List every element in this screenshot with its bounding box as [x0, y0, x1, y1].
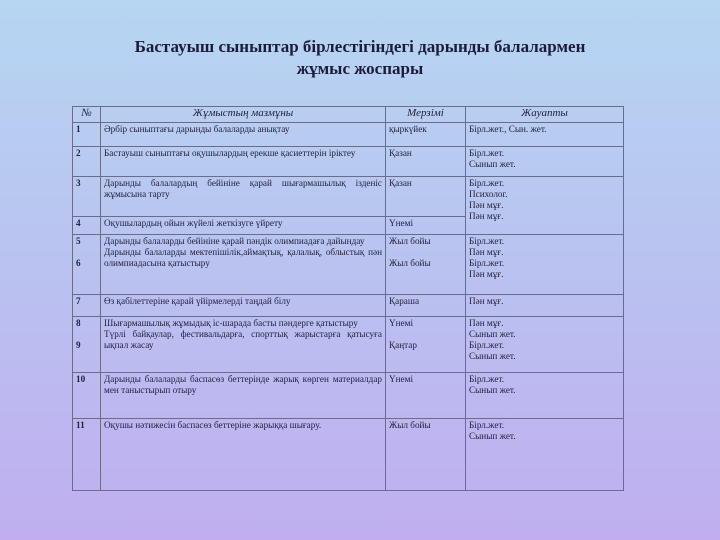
title-line-1: Бастауыш сыныптар бірлестігіндегі дарынды балалармен	[134, 37, 586, 56]
responsible-line: Бірл.жет.	[469, 178, 505, 188]
table-row	[73, 317, 624, 373]
row-content: Оқушы нәтижесін баспасөз беттеріне жарыққа шығару.	[101, 419, 386, 491]
row-deadline-group	[386, 235, 466, 295]
table-row	[73, 295, 624, 317]
header-number: №	[73, 107, 101, 123]
table-header-row	[73, 107, 624, 123]
row-deadline: Қазан	[386, 177, 466, 217]
row-number: 7	[73, 295, 101, 317]
row-content: Түрлі байқаулар, фестивальдарға, спорттық жарыстарға қатысуға ықпал жасау	[104, 329, 382, 350]
row-content: Дарынды балаларды бейініне қарай пәндік олимпиадаға дайындау	[104, 236, 365, 246]
row-content: Оқушылардың ойын жүйелі жеткізуге үйрету	[101, 217, 386, 235]
row-number: 11	[73, 419, 101, 491]
row-deadline: Жыл бойы	[389, 236, 431, 246]
responsible-line: Бірл.жет.	[469, 148, 505, 158]
responsible-line: Бірл.жет.	[469, 236, 505, 246]
row-responsible-group	[466, 235, 624, 295]
row-content: Дарынды балалардың бейініне қарай шығармашылық ізденіс жұмысына тарту	[101, 177, 386, 217]
row-number: 2	[73, 147, 101, 177]
row-content: Дарынды балаларды мектепішілік,аймақтық, қалалық, облыстық пән олимпиадасына қатыстыру	[104, 247, 382, 268]
row-deadline: Жыл бойы	[389, 258, 431, 268]
row-deadline: Қараша	[386, 295, 466, 317]
responsible-line: Пән мұғ.	[469, 269, 504, 279]
row-responsible: Бірл.жет., Сын. жет.	[466, 123, 624, 147]
row-number-group	[73, 317, 101, 373]
table-row	[73, 235, 624, 295]
row-number: 6	[76, 258, 81, 268]
row-content: Дарынды балаларды баспасөз беттерінде жарық көрген материалдар мен таныстырып отыру	[101, 373, 386, 419]
row-number: 4	[73, 217, 101, 235]
row-deadline: Үнемі	[389, 318, 413, 328]
row-deadline: Жыл бойы	[386, 419, 466, 491]
responsible-line: Сынып жет.	[469, 385, 516, 395]
row-deadline: қыркүйек	[386, 123, 466, 147]
header-responsible: Жауапты	[466, 107, 624, 123]
row-deadline-group	[386, 317, 466, 373]
row-responsible	[466, 177, 624, 235]
responsible-line: Бірл.жет.	[469, 420, 505, 430]
responsible-line: Сынып жет.	[469, 431, 516, 441]
row-number-group	[73, 235, 101, 295]
row-number: 3	[73, 177, 101, 217]
responsible-line: Пән мұғ.	[469, 200, 504, 210]
row-responsible-group	[466, 317, 624, 373]
responsible-line: Пән мұғ.	[469, 211, 504, 221]
row-content-group	[101, 317, 386, 373]
responsible-line: Пән мұғ.	[469, 318, 504, 328]
row-deadline: Қазан	[386, 147, 466, 177]
responsible-line: Сынып жет.	[469, 351, 516, 361]
row-number: 5	[76, 236, 81, 246]
row-responsible	[466, 419, 624, 491]
responsible-line: Бірл.жет.	[469, 258, 505, 268]
work-plan-table	[72, 106, 624, 491]
table-row	[73, 373, 624, 419]
row-responsible	[466, 147, 624, 177]
responsible-line: Психолог.	[469, 189, 508, 199]
responsible-line: Бірл.жет.	[469, 340, 505, 350]
row-number: 10	[73, 373, 101, 419]
row-responsible	[466, 373, 624, 419]
responsible-line: Бірл.жет.	[469, 374, 505, 384]
header-content: Жұмыстың мазмұны	[101, 107, 386, 123]
row-content: Бастауыш сыныптағы оқушылардың ерекше қасиеттерін іріктеу	[101, 147, 386, 177]
responsible-line: Пән мұғ.	[469, 247, 504, 257]
row-content: Шығармашылық жұмыдық іс-шарада басты пәндерге қатыстыру	[104, 318, 358, 328]
row-number: 8	[76, 318, 81, 328]
table-row	[73, 123, 624, 147]
row-number: 9	[76, 340, 81, 350]
row-number: 1	[73, 123, 101, 147]
row-deadline: Үнемі	[386, 217, 466, 235]
title-line-2: жұмыс жоспары	[296, 59, 424, 78]
row-content-group	[101, 235, 386, 295]
table-row	[73, 177, 624, 217]
responsible-line: Сынып жет.	[469, 159, 516, 169]
header-deadline: Мерзімі	[386, 107, 466, 123]
row-deadline: Үнемі	[386, 373, 466, 419]
row-deadline: Қаңтар	[389, 340, 417, 350]
table-row	[73, 147, 624, 177]
row-responsible: Пән мұғ.	[466, 295, 624, 317]
row-content: Өз қабілеттеріне қарай үйірмелерді таңдай білу	[101, 295, 386, 317]
table-row	[73, 419, 624, 491]
responsible-line: Сынып жет.	[469, 329, 516, 339]
page-title	[60, 36, 660, 80]
row-content: Әрбір сыныптағы дарынды балаларды анықтау	[101, 123, 386, 147]
